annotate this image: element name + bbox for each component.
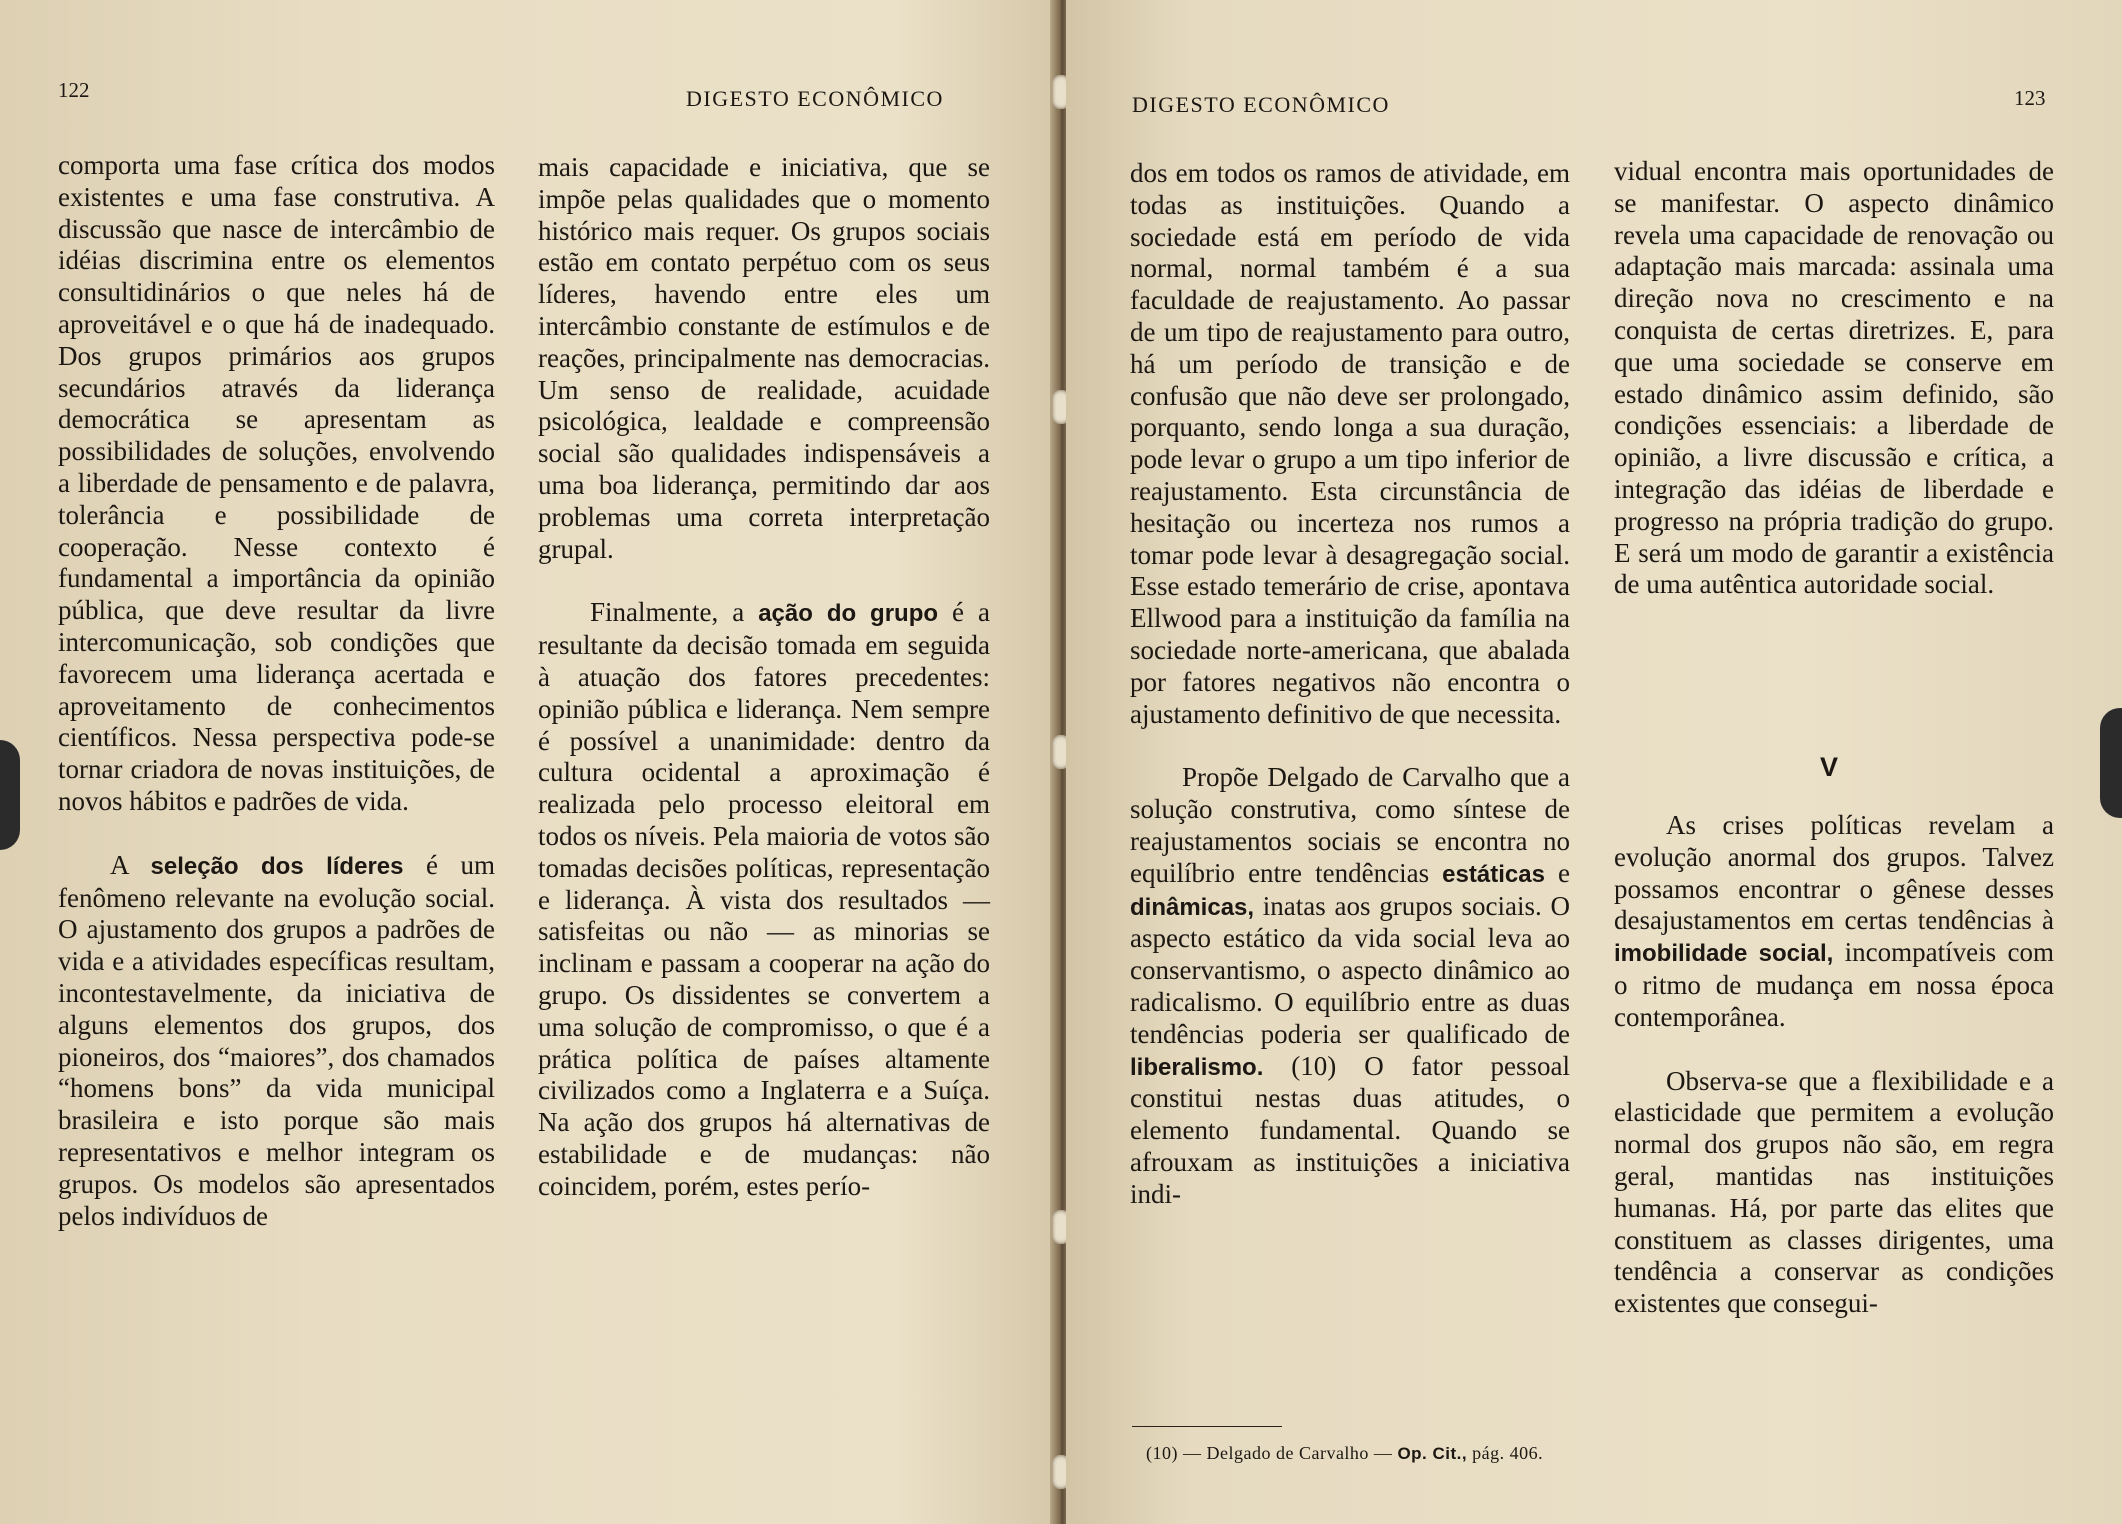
page-number: 123 — [2014, 86, 2046, 110]
paragraph: dos em todos os ramos de atividade, em todas as instituições. Quando a sociedade está em período de vida normal, normal também é a sua faculdade de reajustamento. Ao passar de um tipo de reajustamento para outro, há um período de transição e de confusão que não deve ser prolongado, porquanto, sendo longa a sua duração, pode levar o grupo a um tipo inferior de reajustamento. Esta circunstância de hesitação ou incerteza nos rumos a tomar pode levar à desagregação social. Esse estado temerário de crise, apontava Ellwood para a instituição da família na sociedade norte-americana, que abalada por fatores negativos não encontra o ajustamento definitivo de que necessita. — [1130, 158, 1570, 729]
binding-tab — [0, 740, 20, 850]
left-page — [0, 0, 1056, 1524]
bold-term: ação do grupo — [758, 600, 939, 628]
bold-term: liberalismo. — [1130, 1053, 1264, 1081]
paragraph: mais capacidade e iniciativa, que se impõe pelas qualidades que o momento histórico mais requer. Os grupos sociais estão em contato perpétuo com os seus líderes, havendo entre eles um intercâmbio constante de estímulos e de reações, principalmente nas democracias. Um senso de realidade, acuidade psicológica, lealdade e compreensão social são qualidades indispensáveis a uma boa liderança, permitindo dar aos problemas uma correta interpretação grupal. — [538, 152, 990, 564]
text-column-left — [1130, 158, 1570, 1211]
paragraph: comporta uma fase crítica dos modos existentes e uma fase construtiva. A discussão que nasce de intercâmbio de idéias discrimina entre os elementos consultidinários o que neles há de aproveitável e o que há de inadequado. Dos grupos primários aos grupos secundários através da liderança democrática se apresentam as possibilidades de soluções, envolvendo a liberdade de pensamento e de palavra, tolerância e possibilidade de cooperação. Nesse contexto é fundamental a importância da opinião pública, que deve resultar da livre intercomunicação, sob condições que favorecem uma liderança acertada e aproveitamento de conhecimentos científicos. Nessa perspectiva pode-se tornar criadora de novas instituições, de novos hábitos e padrões de vida. — [58, 150, 495, 816]
bold-term: dinâmicas, — [1130, 893, 1255, 921]
footnote-rule — [1132, 1426, 1282, 1427]
paragraph: A seleção dos líderes é um fenômeno relevante na evolução social. O ajustamento dos grupos a padrões de vida e a atividades específicas resultam, incontestavelmente, da iniciativa de alguns elementos dos grupos, dos pioneiros, dos “maiores”, dos chamados “homens bons” da vida municipal brasileira e isto porque são mais representativos e melhor integram os grupos. Os modelos são apresentados pelos indivíduos de — [58, 849, 495, 1231]
text-column-left — [58, 150, 495, 1232]
paragraph: Finalmente, a ação do grupo é a resultante da decisão tomada em seguida à atuação dos fatores precedentes: opinião pública e liderança. Nem sempre é possível a unanimidade: dentro da cultura ocidental a aproximação é realizada pelo processo eleitoral em todos os níveis. Pela maioria de votos são tomadas decisões políticas, representação e liderança. À vista dos resultados — satisfeitas ou não — as minorias se inclinam e passam a cooperar na ação do grupo. Os dissidentes se convertem a uma solução de compromisso, o que é a prática política de países altamente civilizados como a Inglaterra e a Suíça. Na ação dos grupos há alternativas de estabilidade e de mudanças: não coincidem, porém, estes perío- — [538, 597, 991, 1201]
running-head: DIGESTO ECONÔMICO — [1132, 92, 1390, 117]
bold-term: Op. Cit., — [1397, 1444, 1468, 1463]
paragraph: As crises políticas revelam a evolução anormal dos grupos. Talvez possamos encontrar o gênese desses desajustamentos em certas tendências à imobilidade social, incompatíveis com o ritmo de mudança em nossa época contemporânea. — [1614, 810, 2054, 1032]
paragraph: Observa-se que a flexibilidade e a elasticidade que permitem a evolução normal dos grupos não são, em regra geral, mantidas nas instituições humanas. Há, por parte das elites que constituem as classes dirigentes, uma tendência a conservar as condições existentes que consegui- — [1614, 1065, 2054, 1319]
running-head: DIGESTO ECONÔMICO — [686, 86, 944, 111]
bold-term: estáticas — [1442, 860, 1545, 888]
text-column-right-continued — [1614, 810, 2054, 1320]
text-column-right — [538, 152, 990, 1203]
binding-tab — [2100, 708, 2122, 818]
page-number: 122 — [58, 78, 90, 102]
bold-term: seleção dos líderes — [150, 852, 404, 880]
bold-term: imobilidade social, — [1614, 940, 1834, 968]
footnote: (10) — Delgado de Carvalho — Op. Cit., pág. 406. — [1146, 1443, 1544, 1463]
right-page — [1066, 0, 2122, 1524]
paragraph: Propõe Delgado de Carvalho que a solução construtiva, como síntese de reajustamentos sociais se encontra no equilíbrio entre tendências estáticas e dinâmicas, inatas aos grupos sociais. O aspecto estático da vida social leva ao conservantismo, o aspecto dinâmico ao radicalismo. O equilíbrio entre as duas tendências poderia ser qualificado de liberalismo. (10) O fator pessoal constitui nestas duas atitudes, o elemento fundamental. Quando se afrouxam as instituições a iniciativa indi- — [1130, 762, 1570, 1209]
section-heading: V — [1820, 752, 1839, 782]
paragraph: vidual encontra mais oportunidades de se manifestar. O aspecto dinâmico revela uma capacidade de renovação ou adaptação mais marcada: assinala uma direção nova no crescimento e na conquista de certas diretrizes. E, para que uma sociedade se conserve em estado dinâmico assim definido, são condições essenciais: a liberdade de opinião, a livre discussão e crítica, a integração das idéias de liberdade e progresso na própria tradição do grupo. E será um modo de garantir a existência de uma autêntica autoridade social. — [1614, 156, 2054, 600]
text-column-right — [1614, 156, 2054, 601]
